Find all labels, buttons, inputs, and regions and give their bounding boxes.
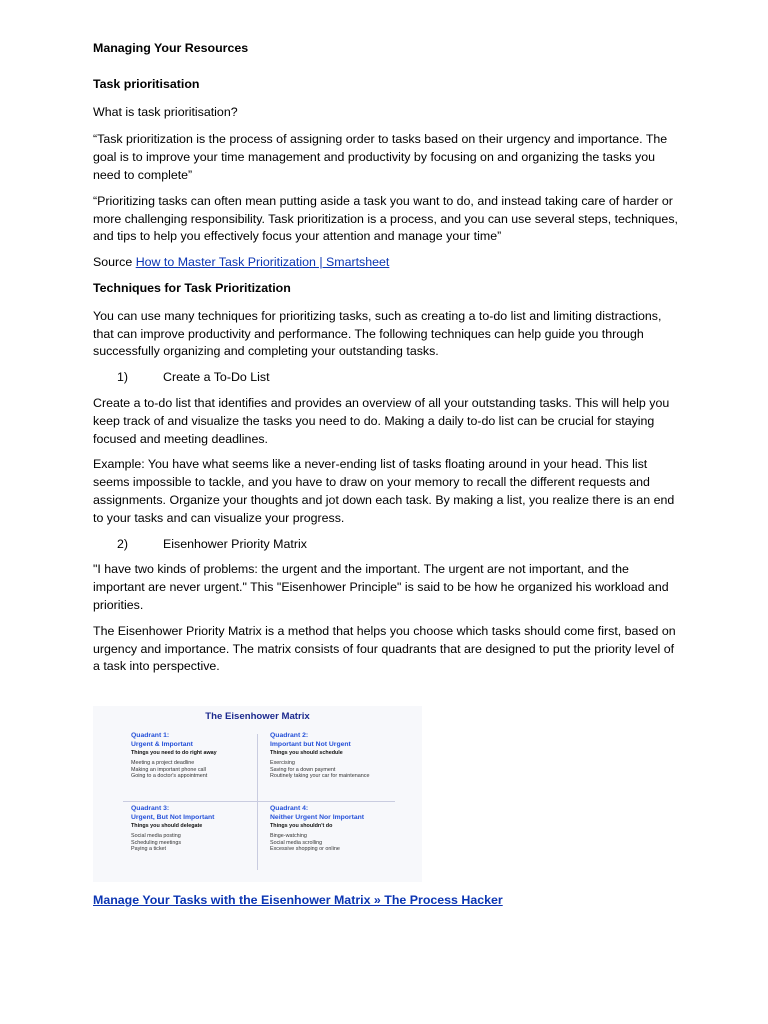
section-title: Task prioritisation <box>93 76 200 91</box>
list-label: Eisenhower Priority Matrix <box>163 536 307 551</box>
matrix-quadrant-3 <box>131 804 266 853</box>
matrix-quadrant-1 <box>131 731 266 780</box>
quadrant-title: Neither Urgent Nor Important <box>270 814 365 821</box>
document-body <box>93 40 683 684</box>
eisenhower-paragraph-1: "I have two kinds of problems: the urgent and the important. The urgent are not important, and the important are never urgent." This "Eisenhower Principle" is said to be how he organized his workload and priorities. <box>93 562 669 612</box>
matrix-quadrant-2 <box>270 731 405 780</box>
quadrant-item: Exercising <box>270 760 295 766</box>
source-line <box>93 254 683 272</box>
quadrant-number: Quadrant 3: <box>131 805 170 812</box>
quadrant-item: Going to a doctor's appointment <box>131 773 208 780</box>
quote-paragraph-1: “Task prioritization is the process of assigning order to tasks based on their urgency and importance. The goal is to improve your time management and productivity by focusing on and organizing the tasks you need to complete” <box>93 132 668 182</box>
quadrant-number: Quadrant 2: <box>270 732 309 739</box>
quadrant-item: Saving for a down payment <box>270 766 336 773</box>
quadrant-item: Routinely taking your car for maintenance <box>270 773 370 780</box>
quadrant-subtitle: Things you shouldn't do <box>270 823 333 829</box>
quadrant-item: Binge-watching <box>270 833 307 839</box>
quadrant-subtitle: Things you should schedule <box>270 750 343 756</box>
quadrant-subtitle: Things you should delegate <box>131 823 203 829</box>
source-label: Source <box>93 255 136 270</box>
matrix-horizontal-divider <box>123 801 395 802</box>
quadrant-title: Urgent, But Not Important <box>131 814 215 821</box>
quadrant-number: Quadrant 1: <box>131 732 170 739</box>
quadrant-item: Scheduling meetings <box>131 839 182 846</box>
techniques-intro: You can use many techniques for prioritizing tasks, such as creating a to-do list and limiting distractions, that can improve productivity and performance. The following techniques can help guide you through successfully organizing and completing your outstanding tasks. <box>93 308 662 359</box>
todo-paragraph-2: Example: You have what seems like a never-ending list of tasks floating around in your head. This list seems impossible to tackle, and you have to draw on your memory to recall the different requests and assignments. Organize your thoughts and jot down each task. By making a list, you realize there is an end to your tasks and can visualize your progress. <box>93 457 675 525</box>
list-number: 2) <box>117 536 129 551</box>
quadrant-title: Important but Not Urgent <box>270 741 351 748</box>
eisenhower-paragraph-2: The Eisenhower Priority Matrix is a method that helps you choose which tasks should come first, based on urgency and importance. The matrix consists of four quadrants that are designed to put the priority level of a task into perspective. <box>93 623 676 674</box>
quadrant-subtitle: Things you need to do right away <box>131 750 217 756</box>
quadrant-item: Social media scrolling <box>270 839 323 846</box>
smartsheet-link[interactable]: How to Master Task Prioritization | Smartsheet <box>135 255 390 270</box>
quadrant-item: Social media posting <box>131 833 181 839</box>
matrix-quadrant-4 <box>270 804 405 853</box>
quadrant-item: Making an important phone call <box>131 766 206 773</box>
question-text: What is task prioritisation? <box>93 104 238 119</box>
todo-paragraph-1: Create a to-do list that identifies and provides an overview of all your outstanding tasks. This will help you keep track of and visualize the tasks you need to do. Making a daily to-do list can be crucial for staying focused and meeting deadlines. <box>93 395 670 446</box>
list-label: Create a To-Do List <box>163 370 270 385</box>
eisenhower-matrix-image <box>93 706 422 882</box>
list-number: 1) <box>117 370 129 385</box>
quote-paragraph-2: “Prioritizing tasks can often mean putting aside a task you want to do, and instead taking care of harder or more challenging responsibility. Task prioritization is a process, and you can use several steps, techniques, and tips to help you effectively focus your attention and manage your time” <box>93 193 678 244</box>
techniques-title: Techniques for Task Prioritization <box>93 280 291 295</box>
quadrant-item: Meeting a project deadline <box>131 760 195 766</box>
document-title: Managing Your Resources <box>93 41 249 55</box>
quadrant-number: Quadrant 4: <box>270 805 309 812</box>
matrix-title: The Eisenhower Matrix <box>205 711 310 722</box>
quadrant-title: Urgent & Important <box>131 741 193 748</box>
list-item-eisenhower <box>117 536 683 554</box>
list-item-todo <box>117 369 683 387</box>
quadrant-item: Excessive shopping or online <box>270 846 340 853</box>
quadrant-item: Paying a ticket <box>131 846 167 853</box>
eisenhower-matrix-link[interactable]: Manage Your Tasks with the Eisenhower Matrix » The Process Hacker <box>93 893 503 907</box>
